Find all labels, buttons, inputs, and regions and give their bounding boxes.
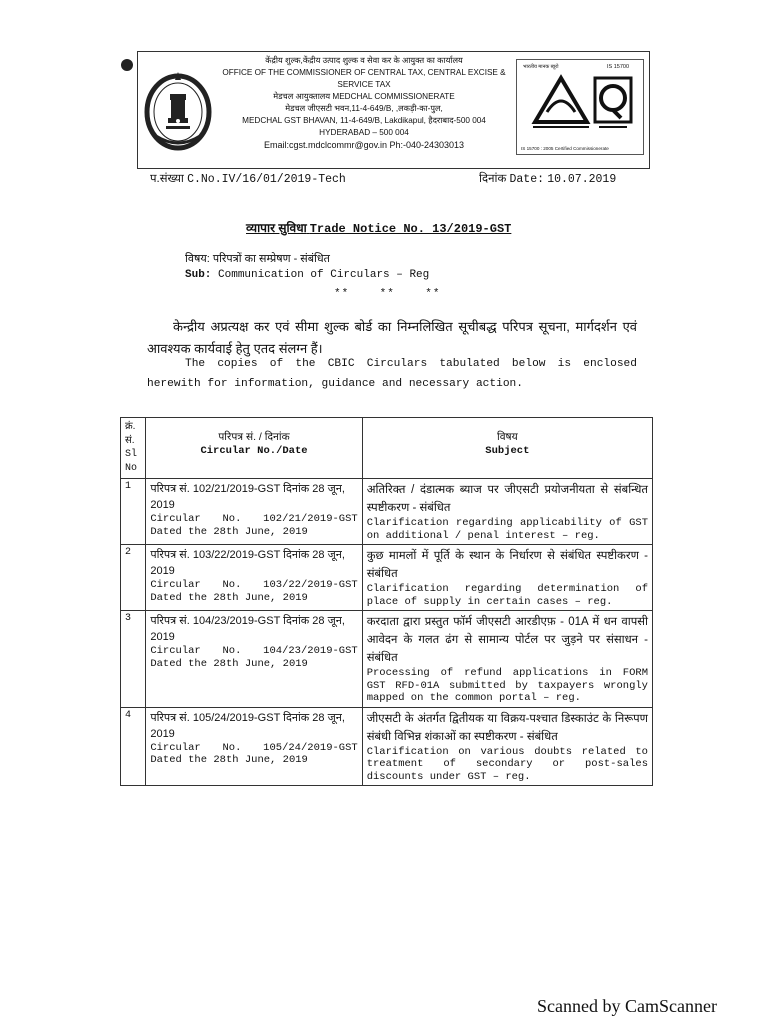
- row-circular-hindi: परिपत्र सं. 103/22/2019-GST दिनांक 28 जून, 2019: [150, 549, 345, 577]
- row-subject-hindi: जीएसटी के अंतर्गत द्वितीयक या विक्रय-पश्चात डिस्काउंट के निरूपण संबंधी विभिन्न शंकाओं का स्पष्टीकरण - संबंधित: [366, 712, 648, 743]
- table-header-row: [121, 418, 653, 479]
- header-subject-english: Subject: [485, 445, 530, 457]
- row-sl: 3: [121, 611, 146, 708]
- header-subject-hindi: विषय: [496, 431, 518, 443]
- reference-value: C.No.IV/16/01/2019-Tech: [187, 173, 346, 186]
- reference-label: प.संख्या: [150, 173, 184, 185]
- header-circular-hindi: परिपत्र सं. / दिनांक: [218, 431, 290, 443]
- date-label: Date:: [509, 173, 544, 186]
- paragraph-hindi: केन्द्रीय अप्रत्यक्ष कर एवं सीमा शुल्क बोर्ड का निम्नलिखित सूचीबद्ध परिपत्र सूचना, मार्गदर्शन एवं आवश्यक कार्यवाई हेतु एतद संलग्न हैं।: [147, 319, 637, 356]
- bis-certificate-text: IS 15700 : 2005 Certified Commissionerate: [521, 146, 609, 151]
- header-line-hindi-office: केंद्रीय शुल्क,केंद्रीय उत्पाद शुल्क व सेवा कर के आयुक्त का कार्यालय: [265, 56, 463, 65]
- header-line-commissionerate: मेडचल आयुक्तालय MEDCHAL COMMISSIONERATE: [273, 92, 455, 101]
- separator-stars: ** ** **: [334, 288, 441, 300]
- row-circular-english: Circular No. 103/22/2019-GST Dated the 28th June, 2019: [150, 579, 358, 604]
- row-sl: 1: [121, 479, 146, 545]
- header-subject: [362, 418, 652, 479]
- title-hindi: व्यापार सुविधा: [246, 221, 307, 235]
- header-line-bhavan-hindi: मेडचल जीएसटी भवन,11-4-649/B, ,लकड़ी-का-पुल,: [285, 104, 443, 113]
- row-subject-hindi: अतिरिक्त / दंडात्मक ब्याज पर जीएसटी प्रयोजनीयता से संबन्धित स्पष्टीकरण - संबंधित: [366, 484, 648, 514]
- header-circular: [146, 418, 362, 479]
- table-row: [121, 707, 653, 786]
- punch-hole-mark: [121, 59, 133, 71]
- table-row: [121, 611, 653, 708]
- row-subject-english: Clarification regarding applicability of GST on additional / penal interest – reg.: [366, 517, 648, 542]
- subject-english-text: Communication of Circulars – Reg: [218, 269, 430, 281]
- subject-english: [185, 269, 429, 281]
- header-line-address: MEDCHAL GST BHAVAN, 11-4-649/B, Lakdikapul, हैदराबाद-500 004: [242, 116, 486, 125]
- subject-hindi: [185, 251, 330, 266]
- bis-certification-box: [516, 59, 644, 155]
- row-circular: [146, 611, 362, 708]
- row-sl: 2: [121, 545, 146, 611]
- row-circular-english: Circular No. 102/21/2019-GST Dated the 28th June, 2019: [150, 513, 358, 538]
- table-row: [121, 479, 653, 545]
- row-subject-hindi: कुछ मामलों में पूर्ति के स्थान के निर्धारण से संबंधित स्पष्टीकरण - संबंधित: [366, 550, 648, 580]
- letterhead: [137, 51, 650, 169]
- subject-hindi-label: विषय:: [185, 253, 210, 265]
- office-address-block: [218, 55, 510, 151]
- bis-label-hindi: भारतीय मानक ब्यूरो: [523, 64, 559, 70]
- row-circular: [146, 545, 362, 611]
- row-subject: [362, 545, 652, 611]
- header-line-contact: Email:cgst.mdclcommr@gov.in Ph:-040-24303013: [263, 140, 465, 150]
- subject-hindi-text: परिपत्रों का सम्प्रेषण - संबंधित: [212, 253, 330, 265]
- camscanner-watermark: Scanned by CamScanner: [537, 996, 717, 1016]
- row-circular-hindi: परिपत्र सं. 102/21/2019-GST दिनांक 28 जून, 2019: [150, 483, 345, 511]
- paragraph-english: The copies of the CBIC Circulars tabulated below is enclosed herewith for information, guidance and necessary action.: [147, 358, 637, 390]
- subject-english-label: Sub:: [185, 269, 212, 281]
- date-value: 10.07.2019: [547, 173, 617, 186]
- row-circular: [146, 707, 362, 786]
- row-subject-english: Clarification regarding determination of place of supply in certain cases – reg.: [366, 583, 648, 608]
- row-sl: 4: [121, 707, 146, 786]
- header-line-city: HYDERABAD – 500 004: [319, 128, 409, 137]
- row-circular-english: Circular No. 105/24/2019-GST Dated the 28th June, 2019: [150, 741, 358, 766]
- date-line: [479, 171, 616, 186]
- header-sl-no: [121, 418, 146, 479]
- table-row: [121, 545, 653, 611]
- row-circular: [146, 479, 362, 545]
- row-circular-hindi: परिपत्र सं. 105/24/2019-GST दिनांक 28 जून, 2019: [150, 711, 345, 740]
- bis-certification-logo-icon: [525, 72, 637, 136]
- reference-number: [150, 171, 346, 186]
- circulars-table: [120, 417, 653, 786]
- date-label-hindi: दिनांक: [479, 173, 507, 185]
- row-subject: [362, 611, 652, 708]
- national-emblem-seal-icon: [144, 66, 212, 152]
- row-subject-english: Processing of refund applications in FORM GST RFD-01A submitted by taxpayers wrongly mapped on the common portal – reg.: [366, 667, 648, 704]
- title-english: Trade Notice No. 13/2019-GST: [309, 222, 512, 236]
- header-sl-hindi: क्रं. सं.: [125, 421, 136, 446]
- row-circular-english: Circular No. 104/23/2019-GST Dated the 28th June, 2019: [150, 645, 358, 670]
- row-subject-english: Clarification on various doubts related to treatment of secondary or post-sales discounts under GST – reg.: [366, 745, 648, 783]
- row-subject-hindi: करदाता द्वारा प्रस्तुत फॉर्म जीएसटी आरडीएफ़ - 01A में धन वापसी आवेदन के गलत ढंग से सामान्य पोर्टल पर जुड़ने पर संसाधन - संबंधित: [366, 616, 648, 664]
- header-sl-english: Sl No: [125, 449, 138, 474]
- row-subject: [362, 479, 652, 545]
- header-line-service-tax: SERVICE TAX: [337, 80, 391, 89]
- header-line-office: OFFICE OF THE COMMISSIONER OF CENTRAL TAX, CENTRAL EXCISE &: [222, 68, 506, 77]
- header-circular-english: Circular No./Date: [200, 445, 308, 457]
- row-subject: [362, 707, 652, 786]
- row-circular-hindi: परिपत्र सं. 104/23/2019-GST दिनांक 28 जून, 2019: [150, 615, 345, 643]
- bis-standard-label: IS 15700: [607, 64, 630, 70]
- trade-notice-title: [246, 219, 511, 236]
